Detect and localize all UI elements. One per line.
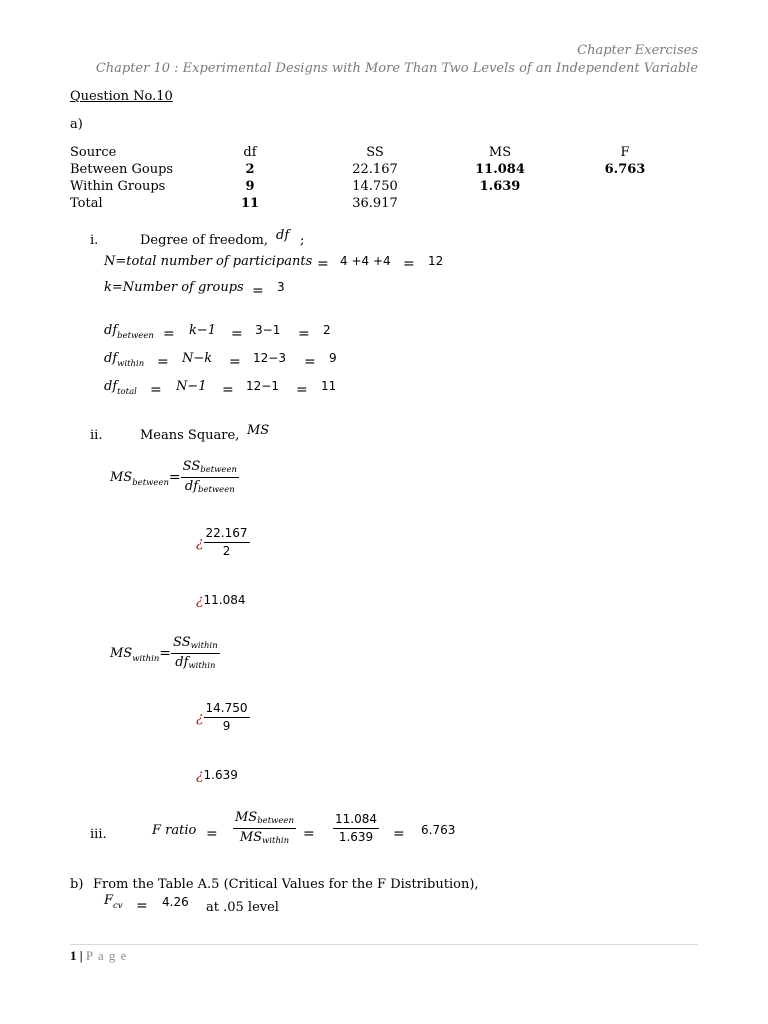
f-ratio-values — [333, 812, 379, 845]
page-word: P a g e — [85, 948, 128, 963]
header-chapter-title: Chapter 10 : Experimental Designs with More Than Two Levels of an Independent Variable — [95, 61, 698, 76]
part-a-label: a) — [70, 117, 83, 132]
df-total-calc: 12−1 — [246, 379, 279, 393]
f-ratio-fraction — [233, 810, 296, 847]
header-ss: SS — [366, 145, 384, 160]
source-within: Within Groups — [70, 179, 166, 194]
between-subscript: between — [200, 465, 237, 475]
n-expression: 4 +4 +4 — [340, 254, 391, 268]
df-within-calc: 12−3 — [253, 351, 286, 365]
f-numerator-value: 11.084 — [333, 812, 379, 829]
f-total-empty — [530, 195, 720, 212]
anova-table — [70, 144, 720, 212]
df-total-value: 11 — [321, 379, 337, 393]
df-within: 9 — [245, 179, 255, 194]
ss-total: 36.917 — [352, 196, 398, 211]
equals-sign: = — [296, 382, 308, 398]
equals-sign: = — [157, 354, 169, 370]
within-subscript: within — [117, 359, 145, 369]
ms-within: 1.639 — [479, 179, 521, 194]
within-subscript: within — [132, 654, 160, 664]
df-within-formula: N−k — [182, 351, 213, 366]
ms-between-value: 11.084 — [203, 593, 246, 607]
df-between-formula: k−1 — [189, 323, 217, 338]
f-within-empty — [530, 178, 720, 195]
ms-between-calc — [196, 526, 250, 559]
within-subscript: within — [262, 836, 290, 846]
df-text: df — [104, 379, 118, 394]
df-text: df — [104, 323, 118, 338]
ms-between-formula — [110, 459, 239, 496]
df-within-value: 9 — [222, 719, 231, 733]
header-f: F — [620, 145, 630, 160]
significance-level: at .05 level — [206, 900, 279, 915]
header-ms: MS — [488, 145, 512, 160]
source-total: Total — [70, 196, 103, 211]
ss-between-value: 22.167 — [204, 526, 250, 543]
f-denominator-value: 1.639 — [338, 830, 374, 844]
df-symbol: df — [276, 228, 290, 243]
semicolon: ; — [300, 233, 305, 248]
ms-between: 11.084 — [475, 162, 525, 177]
inverted-question-glyph: ¿ — [196, 709, 204, 726]
equals-sign: = — [136, 898, 148, 914]
ms-text: MS — [110, 646, 133, 661]
inverted-question-glyph: ¿ — [196, 767, 204, 783]
ms-within-value: 1.639 — [203, 768, 238, 782]
between-subscript: between — [132, 478, 169, 488]
ms-within-formula — [110, 635, 220, 672]
source-between: Between Goups — [70, 162, 174, 177]
df-total-label — [104, 379, 137, 397]
footer-divider — [70, 944, 698, 945]
ms-between-numerator — [233, 810, 296, 829]
f-critical-value: 4.26 — [162, 895, 189, 909]
f-text: F — [104, 893, 114, 908]
df-between-value: 2 — [222, 544, 231, 558]
within-subscript: within — [190, 641, 218, 651]
footer-separator: | — [79, 948, 83, 963]
equals-sign: = — [303, 826, 315, 842]
roman-i: i. — [90, 233, 99, 248]
equals-sign: = — [163, 326, 175, 342]
page-footer — [70, 948, 127, 964]
ms-text: MS — [110, 470, 133, 485]
header-df: df — [243, 145, 257, 160]
total-subscript: total — [117, 387, 137, 397]
within-subscript: within — [188, 661, 216, 671]
ms-symbol: MS — [247, 423, 270, 438]
n-definition: N=total number of participants — [104, 254, 313, 269]
f-ratio-label: F ratio — [152, 823, 197, 838]
df-total: 11 — [240, 196, 260, 211]
question-title: Question No.10 — [70, 89, 173, 104]
ss-text: SS — [173, 635, 191, 650]
equals-sign: = — [298, 326, 310, 342]
df-text: df — [175, 655, 189, 670]
ms-text: MS — [235, 810, 258, 825]
equals-sign: = — [317, 256, 329, 272]
df-between-calc: 3−1 — [255, 323, 281, 337]
between-subscript: between — [198, 485, 235, 495]
f-value: 6.763 — [604, 162, 646, 177]
equals-sign: = — [150, 382, 162, 398]
degree-of-freedom-title: Degree of freedom, — [140, 233, 268, 248]
df-total-formula: N−1 — [176, 379, 207, 394]
ss-within: 14.750 — [352, 179, 398, 194]
ms-within-calc — [196, 701, 250, 734]
k-definition: k=Number of groups — [104, 280, 244, 295]
k-value: 3 — [277, 280, 285, 294]
equals-sign: = — [231, 326, 243, 342]
df-between-label — [104, 323, 154, 341]
cv-subscript: cv — [113, 901, 123, 911]
part-b-text: From the Table A.5 (Critical Values for the F Distribution), — [93, 877, 479, 892]
equals-sign: = — [206, 826, 218, 842]
f-ratio-result: 6.763 — [421, 823, 456, 837]
page-number: 1 — [70, 948, 77, 963]
ms-within-result — [196, 764, 238, 783]
ss-between-numerator — [181, 459, 239, 478]
ss-between: 22.167 — [352, 162, 398, 177]
equals-sign: = — [304, 354, 316, 370]
table-row — [70, 161, 720, 178]
equals-sign: = — [168, 469, 181, 486]
ms-total-empty — [470, 195, 530, 212]
ms-text: MS — [239, 830, 263, 845]
between-subscript: between — [117, 331, 154, 341]
table-row — [70, 178, 720, 195]
df-between-denominator — [183, 478, 237, 496]
part-b-label: b) — [70, 877, 84, 892]
header-source: Source — [70, 145, 117, 160]
inverted-question-glyph: ¿ — [196, 592, 204, 608]
table-row — [70, 195, 720, 212]
df-within-label — [104, 351, 145, 369]
equals-sign: = — [222, 382, 234, 398]
table-header-row — [70, 144, 720, 161]
roman-iii: iii. — [90, 827, 107, 842]
f-critical-symbol — [104, 893, 123, 911]
header-chapter-exercises: Chapter Exercises — [577, 43, 698, 58]
equals-sign: = — [252, 283, 264, 299]
ss-within-value: 14.750 — [204, 701, 250, 718]
df-text: df — [104, 351, 118, 366]
between-subscript: between — [257, 816, 294, 826]
roman-ii: ii. — [90, 428, 103, 443]
equals-sign: = — [229, 354, 241, 370]
means-square-title: Means Square, — [140, 428, 240, 443]
equals-sign: = — [403, 256, 415, 272]
ms-between-result — [196, 589, 246, 608]
ss-within-numerator — [171, 635, 220, 654]
ss-text: SS — [182, 459, 201, 474]
df-between: 2 — [245, 162, 255, 177]
df-text: df — [184, 479, 199, 494]
df-between-value: 2 — [323, 323, 331, 337]
equals-sign: = — [393, 826, 405, 842]
inverted-question-glyph: ¿ — [196, 534, 204, 551]
df-within-denominator — [173, 654, 217, 672]
df-within-value: 9 — [329, 351, 337, 365]
ms-within-denominator — [238, 829, 291, 847]
n-value: 12 — [428, 254, 444, 268]
equals-sign: = — [159, 645, 172, 662]
